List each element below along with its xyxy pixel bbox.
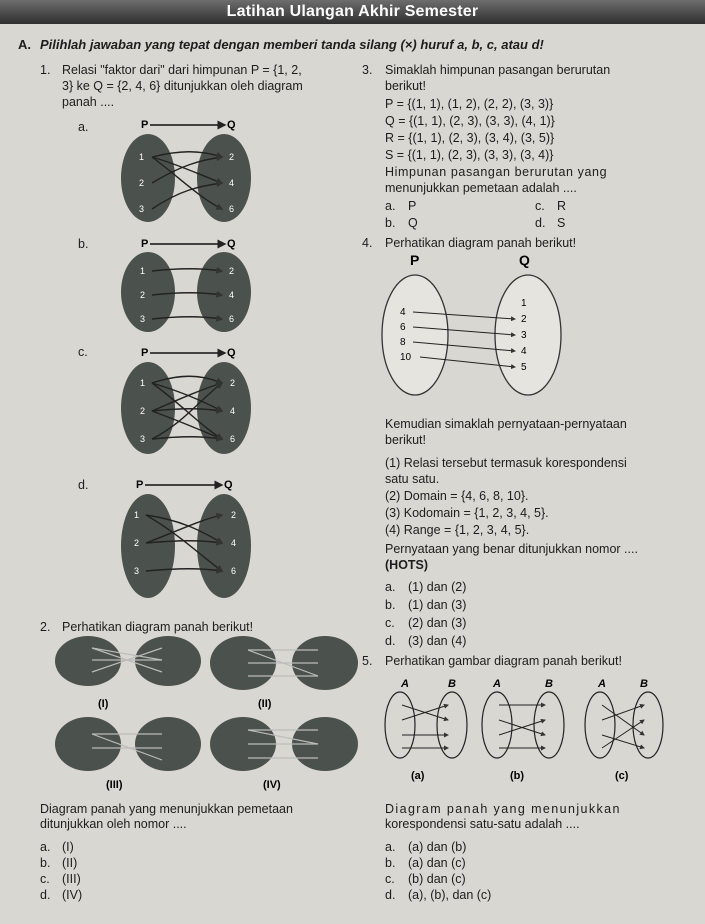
q3-set-p: P = {(1, 1), (1, 2), (2, 2), (3, 3)} [385,97,554,111]
q1d-p-2: 2 [134,538,140,548]
q4-option-c-letter[interactable]: c. [385,616,395,630]
q5-option-d-letter[interactable]: d. [385,888,396,902]
q1-diagram-a [121,119,251,222]
q5c-set-a: A [598,678,606,690]
q5a-set-a: A [401,678,409,690]
q1-number: 1. [40,63,51,77]
q1-option-b[interactable]: b. [78,237,89,251]
q3-option-c-text[interactable]: R [557,199,567,213]
q4-question: Pernyataan yang benar ditunjukkan nomor .... [385,542,638,556]
q1-option-c[interactable]: c. [78,345,88,359]
q5-diagrams [385,678,663,782]
q5-option-a-text[interactable]: (a) dan (b) [408,840,467,854]
q1a-q-4: 4 [229,178,235,188]
q1d-q-6: 6 [231,566,237,576]
q4-q-4: 4 [521,346,527,357]
q1d-q-4: 4 [231,538,237,548]
q1c-q-6: 6 [230,434,236,444]
q3-set-q: Q = {(1, 1), (2, 3), (3, 3), (4, 1)} [385,114,555,128]
q4-option-b-letter[interactable]: b. [385,598,396,612]
q5-option-a-letter[interactable]: a. [385,840,396,854]
q5-question-line-2: korespondensi satu-satu adalah .... [385,817,580,831]
q2-option-b-letter[interactable]: b. [40,856,51,870]
q1c-set-p-label: P [141,347,149,359]
q2-option-a-text[interactable]: (I) [62,840,74,854]
q3-set-r: R = {(1, 1), (2, 3), (3, 4), (3, 5)} [385,131,555,145]
q5-label-a: (a) [411,770,425,782]
q4-option-d-text[interactable]: (3) dan (4) [408,634,467,648]
q2-question-line-2: ditunjukkan oleh nomor .... [40,817,187,831]
q1b-p-3: 3 [140,314,146,324]
q5-text: Perhatikan gambar diagram panah berikut! [385,654,622,668]
q1b-p-1: 1 [140,266,146,276]
section-instruction: Pilihlah jawaban yang tepat dengan memberi tanda silang (×) huruf a, b, c, atau d! [40,37,544,52]
q4-option-a-letter[interactable]: a. [385,580,396,594]
q5a-set-b: B [448,678,456,690]
q2-option-c-letter[interactable]: c. [40,872,50,886]
q4-statement-2: (2) Domain = {4, 6, 8, 10}. [385,489,529,503]
q4-prompt-line-1: Kemudian simaklah pernyataan-pernyataan [385,417,627,431]
q4-p-8: 8 [400,337,406,348]
q5-question-line-1: Diagram panah yang menunjukkan [385,802,621,816]
q1-line-1: Relasi "faktor dari" dari himpunan P = {1, 2, [62,63,302,77]
q1-option-d[interactable]: d. [78,478,89,492]
q4-set-p-label: P [410,252,420,268]
q1b-q-2: 2 [229,266,235,276]
q2-diagrams [55,636,358,791]
q4-hots: (HOTS) [385,558,429,572]
q1b-q-4: 4 [229,290,235,300]
q1-line-3: panah .... [62,95,115,109]
q4-diagram [382,252,561,395]
q5-option-c-text[interactable]: (b) dan (c) [408,872,466,886]
q1a-q-2: 2 [229,152,235,162]
q1c-p-3: 3 [140,434,146,444]
q4-q-5: 5 [521,362,527,373]
q3-option-a-text[interactable]: P [408,199,417,213]
q3-option-d-letter[interactable]: d. [535,216,546,230]
q1b-q-6: 6 [229,314,235,324]
q3-option-a-letter[interactable]: a. [385,199,396,213]
q3-option-b-letter[interactable]: b. [385,216,396,230]
q4-option-b-text[interactable]: (1) dan (3) [408,598,467,612]
section-label: A. [18,37,31,52]
q2-option-a-letter[interactable]: a. [40,840,51,854]
q2-text: Perhatikan diagram panah berikut! [62,620,254,634]
q3-question-line-1: Himpunan pasangan berurutan yang [385,165,608,179]
q2-number: 2. [40,620,51,634]
q5-label-b: (b) [510,770,525,782]
q4-prompt-line-2: berikut! [385,433,426,447]
q1c-q-4: 4 [230,406,236,416]
q3-option-b-text[interactable]: Q [408,216,418,230]
q2-option-d-text[interactable]: (IV) [62,888,83,902]
q1a-set-p-label: P [141,119,149,131]
q4-statement-4: (4) Range = {1, 2, 3, 4, 5}. [385,523,530,537]
q1a-p-3: 3 [139,204,145,214]
q1-option-a[interactable]: a. [78,120,89,134]
q2-label-iv: (IV) [263,779,281,791]
q1a-q-6: 6 [229,204,235,214]
q4-statement-1: (1) Relasi tersebut termasuk korespondensi [385,456,627,470]
q4-q-1: 1 [521,298,527,309]
q5-option-d-text[interactable]: (a), (b), dan (c) [408,888,492,902]
q1b-set-p-label: P [141,238,149,250]
q5b-set-a: A [493,678,501,690]
q1c-q-2: 2 [230,378,236,388]
q1b-set-q-label: Q [227,238,236,250]
q1-diagram-d [121,479,251,598]
q3-question-line-2: menunjukkan pemetaan adalah .... [385,181,577,195]
q1-diagram-b [121,238,251,332]
q4-option-c-text[interactable]: (2) dan (3) [408,616,467,630]
q2-label-i: (I) [98,698,109,710]
q4-number: 4. [362,236,373,250]
q2-label-iii: (III) [106,779,123,791]
q1-line-2: 3} ke Q = {2, 4, 6} ditunjukkan oleh diagram [62,79,303,93]
q5-label-c: (c) [615,770,629,782]
q4-option-a-text[interactable]: (1) dan (2) [408,580,467,594]
q1c-p-2: 2 [140,406,146,416]
q1d-p-1: 1 [134,510,140,520]
q4-p-10: 10 [400,352,412,363]
q1a-p-2: 2 [139,178,145,188]
q2-option-c-text[interactable]: (III) [62,872,81,886]
q5-option-b-text[interactable]: (a) dan (c) [408,856,466,870]
q5-option-b-letter[interactable]: b. [385,856,396,870]
q3-number: 3. [362,63,373,77]
q4-p-4: 4 [400,307,406,318]
q5c-set-b: B [640,678,648,690]
q1a-set-q-label: Q [227,119,236,131]
q1d-set-p-label: P [136,479,144,491]
q3-line-2: berikut! [385,79,426,93]
q3-set-s: S = {(1, 1), (2, 3), (3, 3), (3, 4)} [385,148,554,162]
q4-option-d-letter[interactable]: d. [385,634,396,648]
q5b-set-b: B [545,678,553,690]
q2-option-d-letter[interactable]: d. [40,888,51,902]
q1d-set-q-label: Q [224,479,233,491]
q3-option-d-text[interactable]: S [557,216,566,230]
q1a-p-1: 1 [139,152,145,162]
q4-statement-1-cont: satu satu. [385,472,440,486]
q4-p-6: 6 [400,322,406,333]
page-title: Latihan Ulangan Akhir Semester [226,3,479,20]
q1d-p-3: 3 [134,566,140,576]
q1b-p-2: 2 [140,290,146,300]
q3-line-1: Simaklah himpunan pasangan berurutan [385,63,611,77]
q4-statement-3: (3) Kodomain = {1, 2, 3, 4, 5}. [385,506,549,520]
q2-question-line-1: Diagram panah yang menunjukkan pemetaan [40,802,293,816]
q4-q-2: 2 [521,314,527,325]
q1-diagram-c [121,347,251,454]
q5-option-c-letter[interactable]: c. [385,872,395,886]
q1d-q-2: 2 [231,510,237,520]
q2-label-ii: (II) [258,698,272,710]
q1c-p-1: 1 [140,378,146,388]
q1c-set-q-label: Q [227,347,236,359]
q2-option-b-text[interactable]: (II) [62,856,78,870]
q3-option-c-letter[interactable]: c. [535,199,545,213]
q5-number: 5. [362,654,373,668]
q4-q-3: 3 [521,330,527,341]
q4-set-q-label: Q [519,252,530,268]
q4-text: Perhatikan diagram panah berikut! [385,236,577,250]
